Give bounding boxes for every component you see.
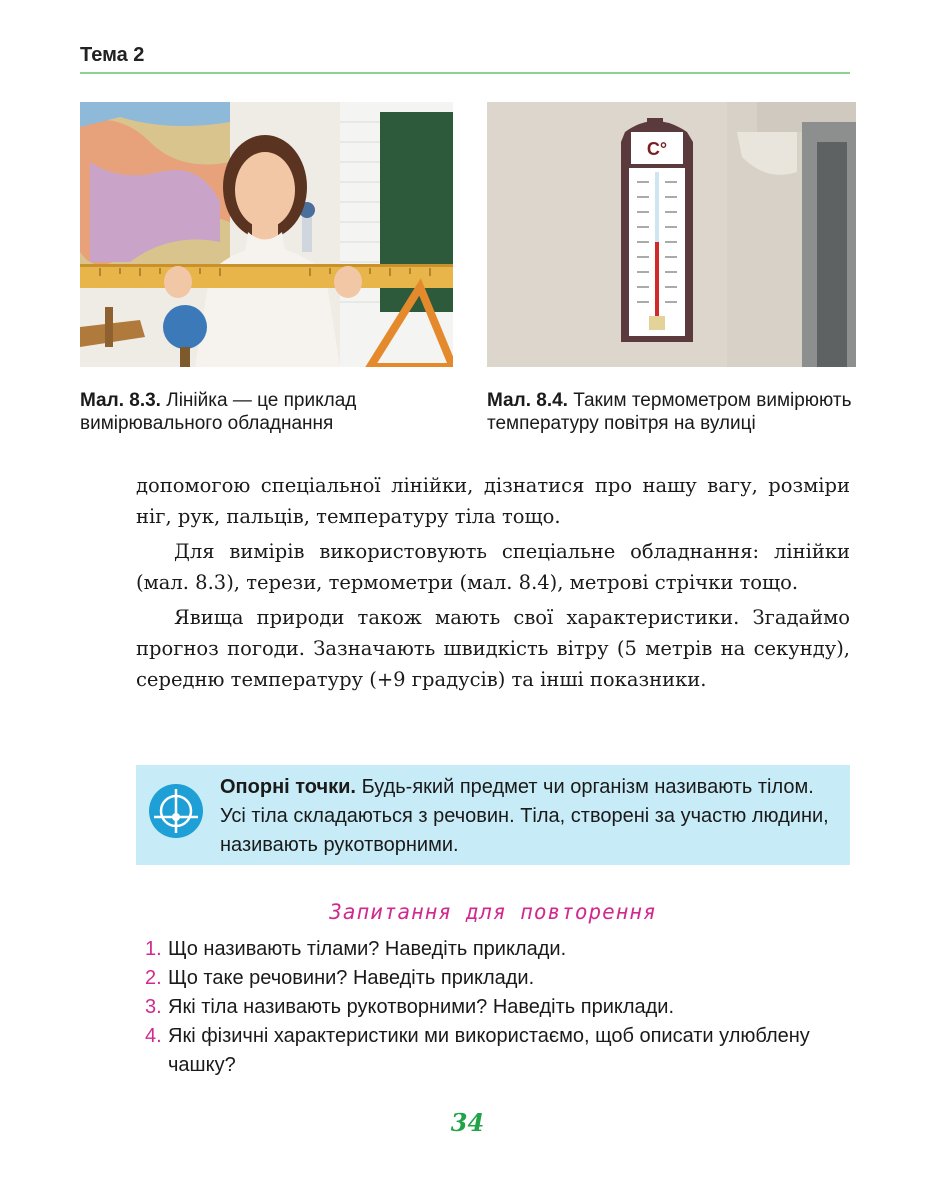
caption-label: Мал. 8.3.	[80, 390, 161, 411]
caption-label: Мал. 8.4.	[487, 390, 568, 411]
key-points-title: Опорні точки.	[220, 776, 356, 798]
caption-text: Таким термометром вимірюють температуру повітря на вулиці	[487, 390, 852, 434]
header-divider	[80, 72, 850, 74]
question-number: 1.	[145, 938, 162, 960]
list-item	[145, 1022, 850, 1080]
list-item	[145, 964, 850, 993]
questions-title: Запитання для повторення	[329, 900, 657, 924]
list-item	[145, 935, 850, 964]
question-text: Що називають тілами? Наведіть приклади.	[168, 938, 567, 960]
questions-list	[145, 935, 850, 1080]
main-text	[136, 470, 850, 699]
question-number: 3.	[145, 996, 162, 1018]
page-number: 34	[450, 1108, 485, 1137]
paragraph-2: Для вимірів використовують спеціальне обладнання: лінійки (мал. 8.3), терези, термометри (мал. 8.4), метрові стрічки тощо.	[136, 540, 850, 594]
figure-caption-8-3	[80, 389, 460, 435]
question-number: 2.	[145, 967, 162, 989]
paragraph-3: Явища природи також мають свої характеристики. Згадаймо прогноз погоди. Зазначають швидкість вітру (5 метрів на секунду), середню температуру (+9 градусів) та інші показники.	[136, 606, 850, 691]
question-text: Які тіла називають рукотворними? Наведіть приклади.	[168, 996, 675, 1018]
thermometer-photo-illustration	[487, 102, 856, 367]
key-points-box	[136, 765, 850, 865]
key-points-text	[220, 773, 840, 860]
question-text: Які фізичні характеристики ми використаємо, щоб описати улюблену чашку?	[168, 1025, 810, 1076]
figure-caption-8-4	[487, 389, 867, 435]
thermometer-unit-label: C°	[646, 139, 668, 159]
list-item	[145, 993, 850, 1022]
ruler-photo-illustration	[80, 102, 453, 367]
target-icon	[148, 783, 204, 839]
question-text: Що таке речовини? Наведіть приклади.	[168, 967, 535, 989]
question-number: 4.	[145, 1025, 162, 1047]
caption-text: Лінійка — це приклад вимірювального обладнання	[80, 390, 357, 434]
figure-thermometer-photo	[487, 102, 856, 367]
figure-ruler-photo	[80, 102, 453, 367]
key-points-body: Будь-який предмет чи організм називають тілом. Усі тіла складаються з речовин. Тіла, створені за участю людини, називають рукотворними.	[220, 776, 829, 856]
topic-header: Тема 2	[80, 44, 145, 66]
paragraph-1: допомогою спеціальної лінійки, дізнатися про нашу вагу, розміри ніг, рук, пальців, температуру тіла тощо.	[136, 474, 850, 528]
